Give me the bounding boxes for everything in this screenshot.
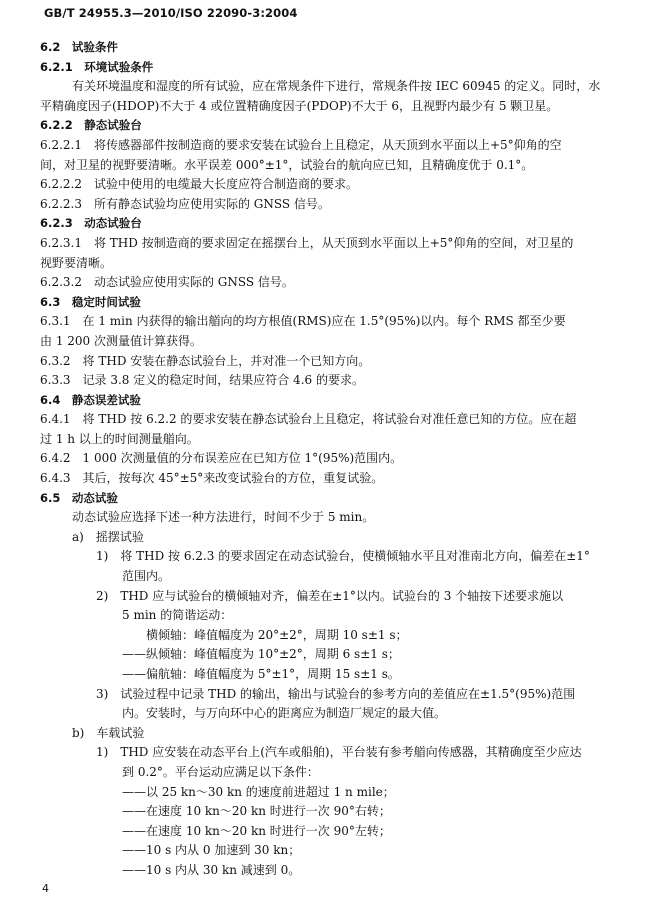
subsection-heading: 6.2.1 环境试验条件 xyxy=(40,59,154,74)
document-body xyxy=(40,38,618,881)
section-heading: 6.4 静态误差试验 xyxy=(40,392,141,407)
dash-item: 横倾轴：峰值幅度为 20°±2°，周期 10 s±1 s； xyxy=(146,627,408,642)
dash-item: ——10 s 内从 30 kn 减速到 0。 xyxy=(122,862,301,877)
list-subitem: 3) 试验过程中记录 THD 的输出，输出与试验台的参考方向的差值应在±1.5°(95%)范围 xyxy=(96,686,576,701)
list-subitem: 2) THD 应与试验台的横倾轴对齐，偏差在±1°以内。试验台的 3 个轴按下述要求施以 xyxy=(96,588,564,603)
subsection-heading: 6.2.2 静态试验台 xyxy=(40,118,142,133)
list-subitem: 1) THD 应安装在动态平台上(汽车或船舶)，平台装有参考艏向传感器，其精确度至少应达 xyxy=(96,745,582,760)
paragraph-line: 6.3.3 记录 3.8 定义的稳定时间，结果应符合 4.6 的要求。 xyxy=(40,373,364,388)
section-heading: 6.2 试验条件 xyxy=(40,40,118,54)
list-subitem-cont: 内。安装时，与万向环中心的距离应为制造厂规定的最大值。 xyxy=(122,706,447,721)
paragraph-line: 平精确度因子(HDOP)不大于 4 或位置精确度因子(PDOP)不大于 6，且视野内最少有 5 颗卫星。 xyxy=(40,98,559,113)
list-item-a: a) 摇摆试验 xyxy=(72,529,144,544)
dash-item: ——在速度 10 kn～20 kn 时进行一次 90°左转； xyxy=(122,823,391,838)
paragraph-line: 6.2.3.2 动态试验应使用实际的 GNSS 信号。 xyxy=(40,275,294,290)
paragraph-line: 视野要清晰。 xyxy=(40,255,113,270)
paragraph-line: 6.2.2.3 所有静态试验均应使用实际的 GNSS 信号。 xyxy=(40,196,330,211)
paragraph-line: 间，对卫星的视野要清晰。水平误差 000°±1°，试验台的航向应已知，且精确度优于 0.1°。 xyxy=(40,157,534,172)
section-heading: 6.5 动态试验 xyxy=(40,490,118,505)
paragraph-line: 6.3.1 在 1 min 内获得的输出艏向的均方根值(RMS)应在 1.5°(95%)以内。每个 RMS 都至少要 xyxy=(40,314,566,329)
dash-item: ——在速度 10 kn～20 kn 时进行一次 90°右转； xyxy=(122,804,391,819)
paragraph-line: 有关环境温度和湿度的所有试验，应在常规条件下进行，常规条件按 IEC 60945 的定义。同时，水 xyxy=(72,79,601,94)
paragraph-line: 6.2.3.1 将 THD 按制造商的要求固定在摇摆台上，从天顶到水平面以上+5°仰角的空间，对卫星的 xyxy=(40,235,574,250)
paragraph-line: 6.2.2.2 试验中使用的电缆最大长度应符合制造商的要求。 xyxy=(40,177,358,192)
list-subitem-cont: 范围内。 xyxy=(122,569,171,584)
paragraph-line: 动态试验应选择下述一种方法进行，时间不少于 5 min。 xyxy=(72,510,375,525)
dash-item: ——纵倾轴：峰值幅度为 10°±2°，周期 6 s±1 s； xyxy=(122,647,400,662)
standard-header: GB/T 24955.3—2010/ISO 22090-3:2004 xyxy=(44,6,298,20)
dash-item: ——以 25 kn～30 kn 的速度前进超过 1 n mile； xyxy=(122,784,395,799)
paragraph-line: 由 1 200 次测量值计算获得。 xyxy=(40,333,202,348)
dash-item: ——10 s 内从 0 加速到 30 kn； xyxy=(122,843,301,858)
list-item-b: b) 车载试验 xyxy=(72,725,145,740)
paragraph-line: 6.4.3 其后，按每次 45°±5°来改变试验台的方位，重复试验。 xyxy=(40,471,384,486)
paragraph-line: 6.4.2 1 000 次测量值的分布误差应在已知方位 1°(95%)范围内。 xyxy=(40,451,403,466)
subsection-heading: 6.2.3 动态试验台 xyxy=(40,216,142,231)
paragraph-line: 6.2.2.1 将传感器部件按制造商的要求安装在试验台上且稳定，从天顶到水平面以上+5°仰角的空 xyxy=(40,137,562,152)
paragraph-line: 过 1 h 以上的时间测量艏向。 xyxy=(40,431,199,446)
dash-item: ——偏航轴：峰值幅度为 5°±1°，周期 15 s±1 s。 xyxy=(122,667,400,681)
list-subitem: 1) 将 THD 按 6.2.3 的要求固定在动态试验台，使横倾轴水平且对准南北方向，偏差在±1° xyxy=(96,549,590,564)
paragraph-line: 6.3.2 将 THD 安装在静态试验台上，并对准一个已知方向。 xyxy=(40,353,371,368)
list-subitem-cont: 到 0.2°。平台运动应满足以下条件： xyxy=(122,764,319,779)
section-heading: 6.3 稳定时间试验 xyxy=(40,294,141,309)
paragraph-line: 6.4.1 将 THD 按 6.2.2 的要求安装在静态试验台上且稳定，将试验台对准任意已知的方位。应在超 xyxy=(40,412,577,427)
list-subitem-cont: 5 min 的简谐运动： xyxy=(122,608,233,623)
page-number: 4 xyxy=(42,882,49,895)
